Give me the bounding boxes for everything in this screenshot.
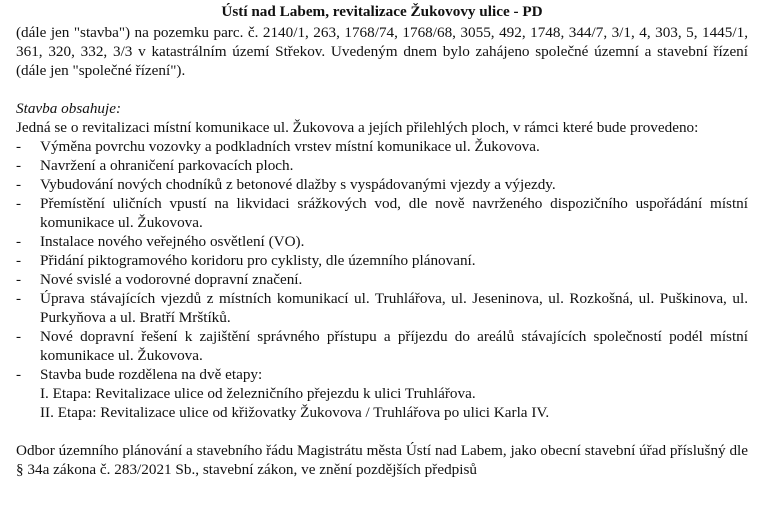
closing-paragraph: Odbor územního plánování a stavebního řádu Magistrátu města Ústí nad Labem, jako obecní stavební úřad příslušný dle § 34a zákona č. 283/2021 Sb., stavební zákon, ve znění pozdějších předpisů [16, 442, 748, 478]
list-item [16, 137, 748, 156]
stage-item: II. Etapa: Revitalizace ulice od křižovatky Žukovova / Truhlářova po ulici Karla IV. [40, 404, 550, 421]
spacer [16, 422, 748, 441]
list-dash: - [16, 195, 22, 212]
list-item [16, 327, 748, 365]
list-item [16, 232, 748, 251]
document-title: Ústí nad Labem, revitalizace Žukovovy ulice - PD [221, 3, 543, 20]
list-item-text: Výměna povrchu vozovky a podkladních vrstev místní komunikace ul. Žukovova. [40, 138, 540, 155]
stages-list [16, 384, 748, 422]
spacer [16, 80, 748, 99]
list-item [16, 175, 748, 194]
list-item [16, 365, 748, 384]
list-item [16, 270, 748, 289]
list-item [16, 251, 748, 270]
work-items-list [16, 137, 748, 384]
stage-item: I. Etapa: Revitalizace ulice od železničního přejezdu k ulici Truhlářova. [40, 385, 476, 402]
list-item-text: Přidání piktogramového koridoru pro cyklisty, dle územního plánovaní. [40, 252, 476, 269]
list-dash: - [16, 176, 22, 193]
list-item [16, 194, 748, 232]
list-dash: - [16, 271, 22, 288]
list-item-text: Navržení a ohraničení parkovacích ploch. [40, 157, 294, 174]
list-dash: - [16, 233, 22, 250]
list-dash: - [16, 138, 22, 155]
list-item-text: Přemístění uličních vpustí na likvidaci srážkových vod, dle nově navrženého dispozičního uspořádání místní komunikace ul. Žukovova. [40, 195, 748, 231]
list-dash: - [16, 366, 22, 383]
list-item [16, 289, 748, 327]
list-dash: - [16, 328, 22, 345]
list-item-text: Úprava stávajících vjezdů z místních komunikací ul. Truhlářova, ul. Jeseninova, ul. Rozkošná, ul. Puškinova, ul. Purkyňova a ul. Bratří Mrštíků. [40, 290, 748, 326]
list-item-text: Nové svislé a vodorovné dopravní značení. [40, 271, 303, 288]
list-item-text: Nové dopravní řešení k zajištění správného přístupu a příjezdu do areálů stávajících společností podél místní komunikace ul. Žukovova. [40, 328, 748, 364]
list-dash: - [16, 157, 22, 174]
section-heading: Stavba obsahuje: [16, 100, 122, 117]
list-item-text: Stavba bude rozdělena na dvě etapy: [40, 366, 263, 383]
list-dash: - [16, 252, 22, 269]
list-item-text: Instalace nového veřejného osvětlení (VO). [40, 233, 305, 250]
intro-paragraph: (dále jen "stavba") na pozemku parc. č. 2140/1, 263, 1768/74, 1768/68, 3055, 492, 1748, 344/7, 3/1, 4, 303, 5, 1445/1, 361, 320, 332, 3/3 v katastrálním území Střekov. Uvedeným dnem bylo zahájeno společné územní a stavební řízení (dále jen "společné řízení"). [16, 24, 748, 79]
list-dash: - [16, 290, 22, 307]
section-intro: Jedná se o revitalizaci místní komunikace ul. Žukovova a jejích přilehlých ploch, v rámci které bude provedeno: [16, 119, 699, 136]
list-item-text: Vybudování nových chodníků z betonové dlažby s vyspádovanými vjezdy a výjezdy. [40, 176, 556, 193]
document-page [16, 0, 748, 479]
list-item [16, 156, 748, 175]
